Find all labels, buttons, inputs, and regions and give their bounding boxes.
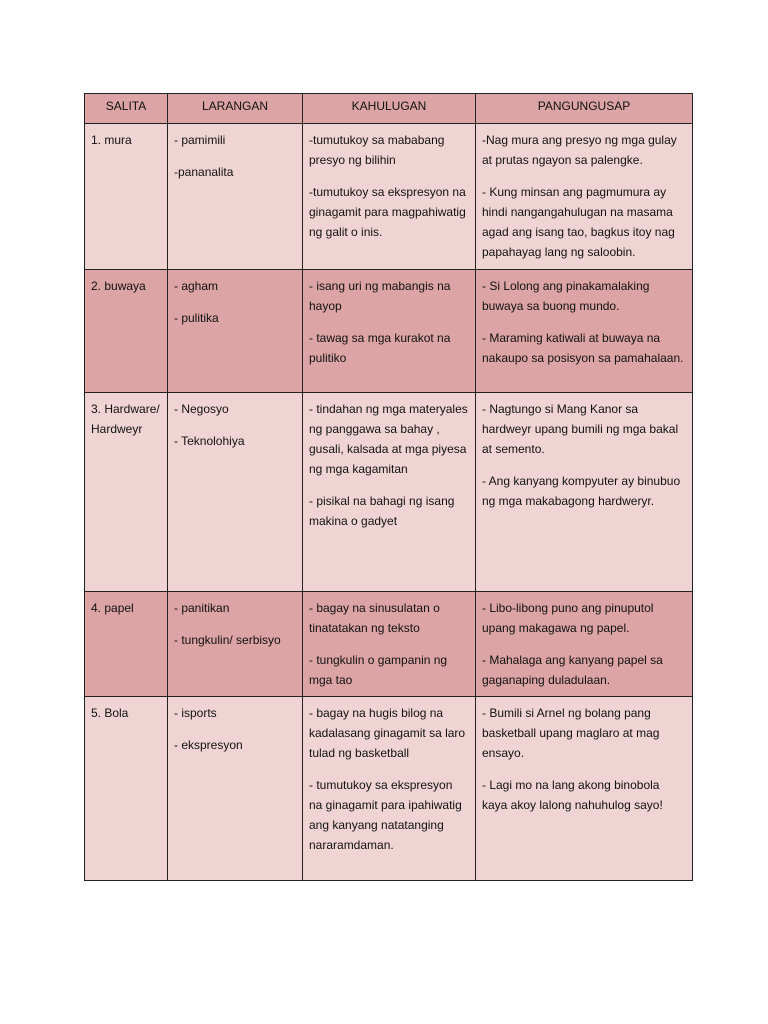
kahulugan-text: - pisikal na bahagi ng isang makina o gadyet (309, 494, 455, 528)
larangan-text: - ekspresyon (174, 738, 243, 752)
pangungusap-text: - Nagtungo si Mang Kanor sa hardweyr upang bumili ng mga bakal at semento. (482, 402, 679, 456)
table-row (85, 697, 693, 881)
pangungusap-text: - Mahalaga ang kanyang papel sa gaganaping duladulaan. (482, 653, 663, 687)
header-salita: SALITA (85, 94, 168, 124)
table-row (85, 124, 693, 270)
pangungusap-text: - Lagi mo na lang akong binobola kaya akoy lalong nahuhulog sayo! (482, 778, 663, 812)
table-row (85, 270, 693, 393)
kahulugan-text: - bagay na sinusulatan o tinatatakan ng teksto (309, 601, 440, 635)
larangan-text: - Negosyo (174, 402, 229, 416)
cell-larangan (168, 270, 303, 393)
cell-salita (85, 124, 168, 270)
header-kahulugan: KAHULUGAN (303, 94, 476, 124)
salita-text: 2. buwaya (91, 279, 146, 293)
pangungusap-text: - Bumili si Arnel ng bolang pang basketball upang maglaro at mag ensayo. (482, 706, 660, 760)
kahulugan-text: - tawag sa mga kurakot na pulitiko (309, 331, 451, 365)
cell-kahulugan (303, 697, 476, 881)
larangan-text: - pulitika (174, 311, 219, 325)
table-row (85, 393, 693, 592)
cell-salita (85, 697, 168, 881)
kahulugan-text: -tumutukoy sa mababang presyo ng bilihin (309, 133, 445, 167)
pangungusap-text: -Nag mura ang presyo ng mga gulay at prutas ngayon sa palengke. (482, 133, 677, 167)
vocabulary-table (84, 93, 693, 881)
larangan-text: - agham (174, 279, 219, 293)
cell-kahulugan (303, 592, 476, 697)
salita-text: 3. Hardware/ Hardweyr (91, 402, 160, 436)
cell-larangan (168, 697, 303, 881)
cell-kahulugan (303, 270, 476, 393)
pangungusap-text: - Si Lolong ang pinakamalaking buwaya sa buong mundo. (482, 279, 650, 313)
cell-larangan (168, 592, 303, 697)
kahulugan-text: -tumutukoy sa ekspresyon na ginagamit para magpahiwatig ng galit o inis. (309, 185, 466, 239)
larangan-text: -pananalita (174, 165, 234, 179)
larangan-text: - isports (174, 706, 217, 720)
larangan-text: - tungkulin/ serbisyo (174, 633, 281, 647)
cell-kahulugan (303, 393, 476, 592)
kahulugan-text: - tindahan ng mga materyales ng panggawa sa bahay , gusali, kalsada at mga piyesa ng mga kagamitan (309, 402, 468, 476)
pangungusap-text: - Libo-libong puno ang pinuputol upang makagawa ng papel. (482, 601, 654, 635)
kahulugan-text: - isang uri ng mabangis na hayop (309, 279, 451, 313)
cell-salita (85, 393, 168, 592)
salita-text: 4. papel (91, 601, 134, 615)
cell-larangan (168, 124, 303, 270)
cell-kahulugan (303, 124, 476, 270)
salita-text: 1. mura (91, 133, 132, 147)
cell-pangungusap (476, 697, 693, 881)
larangan-text: - pamimili (174, 133, 226, 147)
pangungusap-text: - Kung minsan ang pagmumura ay hindi nangangahulugan na masama agad ang isang tao, bagkus itoy nag papahayag lang ng saloobin. (482, 185, 675, 259)
cell-pangungusap (476, 270, 693, 393)
cell-salita (85, 270, 168, 393)
salita-text: 5. Bola (91, 706, 129, 720)
pangungusap-text: - Ang kanyang kompyuter ay binubuo ng mga makabagong hardweryr. (482, 474, 681, 508)
cell-pangungusap (476, 592, 693, 697)
larangan-text: - panitikan (174, 601, 230, 615)
cell-larangan (168, 393, 303, 592)
pangungusap-text: - Maraming katiwali at buwaya na nakaupo sa posisyon sa pamahalaan. (482, 331, 684, 365)
kahulugan-text: - bagay na hugis bilog na kadalasang ginagamit sa laro tulad ng basketball (309, 706, 466, 760)
table-row (85, 592, 693, 697)
cell-salita (85, 592, 168, 697)
cell-pangungusap (476, 393, 693, 592)
header-pangungusap: PANGUNGUSAP (476, 94, 693, 124)
cell-pangungusap (476, 124, 693, 270)
kahulugan-text: - tumutukoy sa ekspresyon na ginagamit para ipahiwatig ang kanyang natatanging nararamdaman. (309, 778, 462, 852)
header-larangan: LARANGAN (168, 94, 303, 124)
header-row (85, 94, 693, 124)
kahulugan-text: - tungkulin o gampanin ng mga tao (309, 653, 448, 687)
larangan-text: - Teknolohiya (174, 434, 245, 448)
